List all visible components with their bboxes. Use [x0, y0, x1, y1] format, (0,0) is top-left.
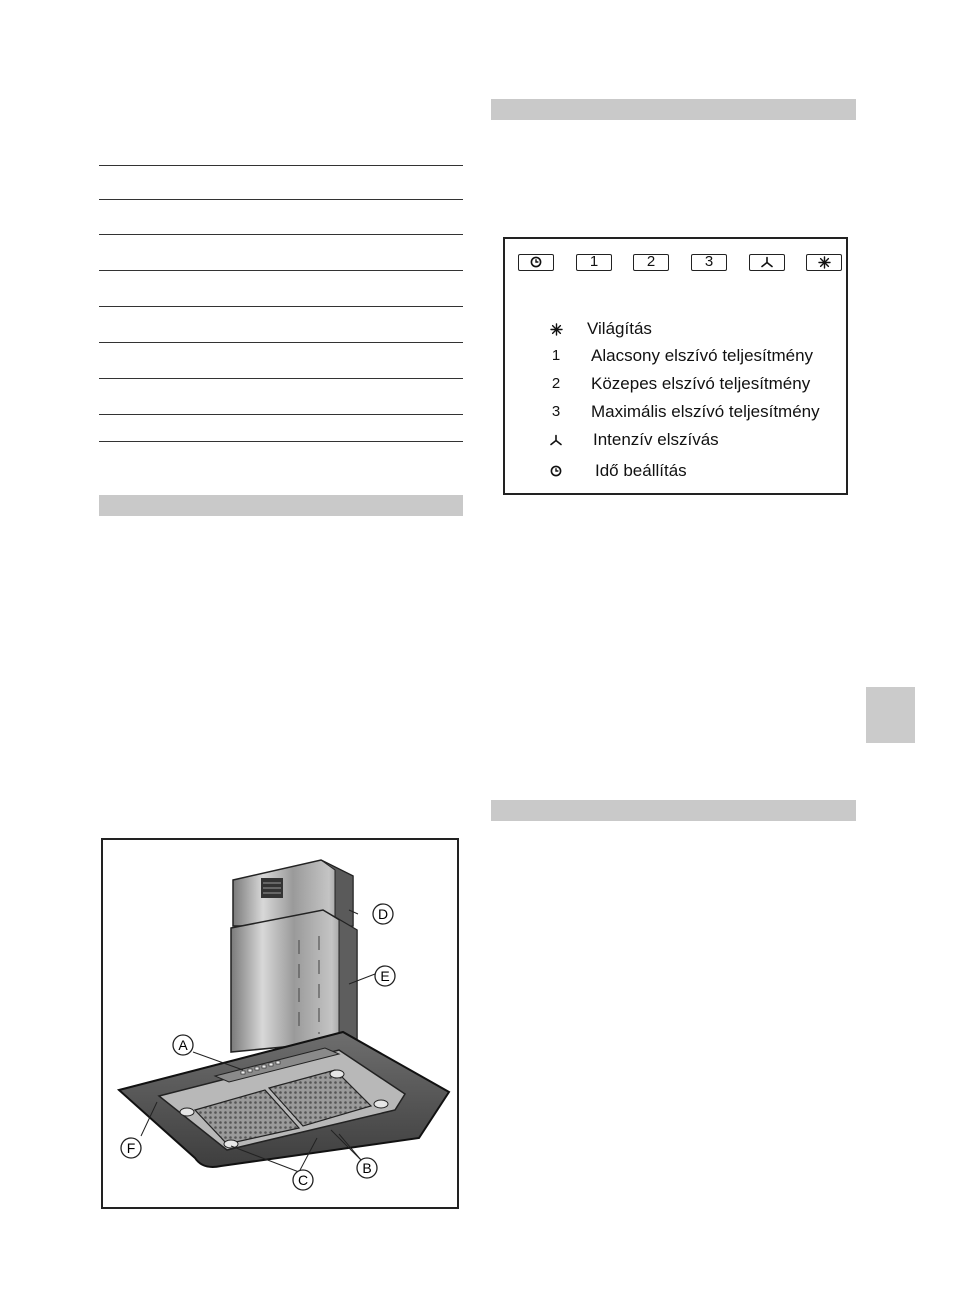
- section-header-bar: [491, 99, 856, 120]
- fan-icon: [760, 256, 774, 268]
- intensive-button[interactable]: [749, 254, 785, 271]
- light-button[interactable]: [806, 254, 842, 271]
- callout-label-b: B: [362, 1160, 372, 1176]
- legend-item-speed-1: [505, 345, 850, 369]
- table-line: [99, 270, 463, 271]
- page-edge-tab: [866, 687, 915, 743]
- light-icon: [550, 323, 563, 336]
- legend-symbol: 2: [551, 375, 561, 392]
- callout-label-a: A: [178, 1037, 188, 1053]
- legend-item-intensive: [505, 429, 850, 453]
- hood-light: [180, 1108, 194, 1116]
- table-line: [99, 234, 463, 235]
- legend-item-light: [505, 318, 850, 342]
- table-line: [99, 414, 463, 415]
- fan-icon: [549, 434, 563, 446]
- clock-icon: [550, 465, 562, 477]
- table-line: [99, 306, 463, 307]
- legend-text: Intenzív elszívás: [593, 430, 719, 449]
- table-line: [99, 342, 463, 343]
- range-hood-figure: [101, 838, 459, 1209]
- speed-3-button[interactable]: 3: [691, 254, 727, 271]
- light-icon: [818, 256, 831, 269]
- legend-text: Világítás: [587, 319, 652, 338]
- legend-symbol: 3: [551, 403, 561, 420]
- hood-light: [374, 1100, 388, 1108]
- legend-item-speed-2: [505, 373, 850, 397]
- lower-chimney: [231, 910, 357, 1052]
- range-hood-illustration: [103, 840, 457, 1207]
- callout-label-c: C: [297, 1172, 309, 1188]
- table-line: [99, 165, 463, 166]
- callout-label-e: E: [380, 968, 390, 984]
- timer-button[interactable]: [518, 254, 554, 271]
- legend-symbol: 1: [551, 347, 561, 364]
- legend-text: Idő beállítás: [595, 461, 687, 480]
- section-header-bar: [491, 800, 856, 821]
- legend-item-speed-3: [505, 401, 850, 425]
- speed-2-button[interactable]: 2: [633, 254, 669, 271]
- legend-text: Maximális elszívó teljesítmény: [591, 402, 820, 421]
- control-panel-diagram: [503, 237, 848, 495]
- callout-label-f: F: [126, 1140, 136, 1156]
- hood-light: [330, 1070, 344, 1078]
- legend-text: Közepes elszívó teljesítmény: [591, 374, 811, 393]
- table-line: [99, 441, 463, 442]
- legend-item-timer: [505, 460, 850, 484]
- hood-light: [224, 1140, 238, 1148]
- section-header-bar: [99, 495, 463, 516]
- clock-icon: [530, 256, 542, 268]
- speed-1-button[interactable]: 1: [576, 254, 612, 271]
- table-line: [99, 378, 463, 379]
- table-line: [99, 199, 463, 200]
- callout-label-d: D: [377, 906, 389, 922]
- legend-text: Alacsony elszívó teljesítmény: [591, 346, 814, 365]
